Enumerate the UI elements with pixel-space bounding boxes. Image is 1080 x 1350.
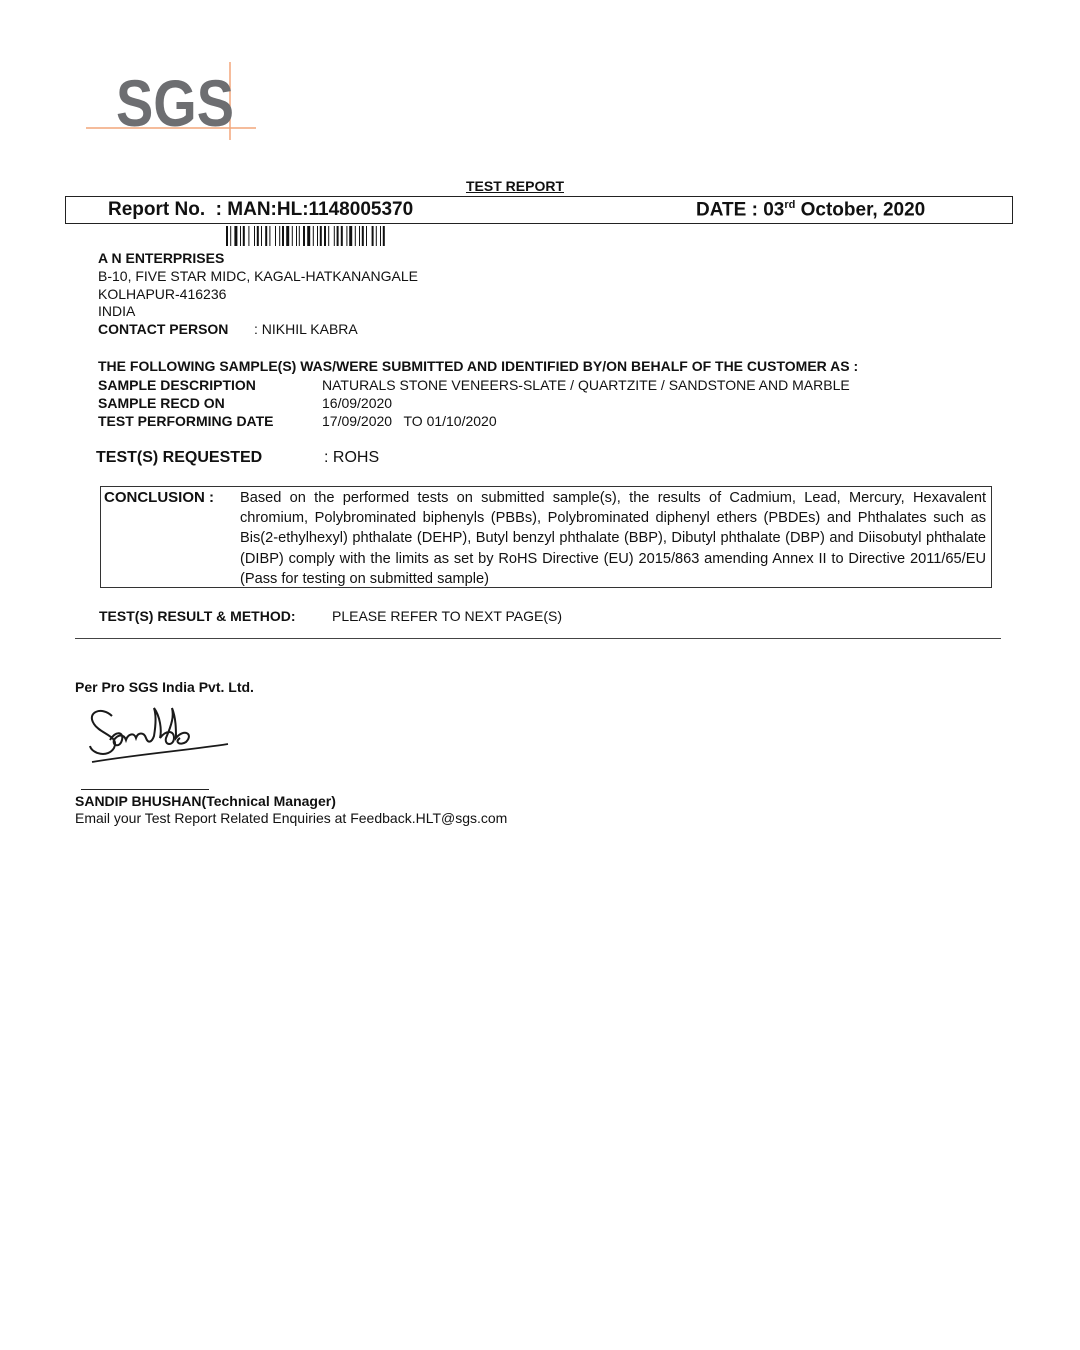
customer-address-line2: KOLHAPUR-416236 [98, 286, 227, 302]
customer-name: A N ENTERPRISES [98, 250, 225, 266]
barcode-bar [355, 226, 356, 246]
barcode-bar [296, 226, 297, 246]
barcode-bar [279, 226, 280, 246]
contact-person-value: : NIKHIL KABRA [254, 321, 358, 337]
result-method-label: TEST(S) RESULT & METHOD: [99, 608, 296, 624]
barcode-bar [243, 226, 245, 246]
section-divider [75, 638, 1001, 639]
barcode-bar [234, 226, 237, 246]
conclusion-label: CONCLUSION : [104, 489, 214, 506]
sample-recd-label: SAMPLE RECD ON [98, 395, 225, 411]
sample-recd-value: 16/09/2020 [322, 395, 393, 411]
test-performing-date-value: 17/09/2020 TO 01/10/2020 [322, 413, 497, 429]
date-prefix: DATE : 03 [696, 199, 785, 221]
barcode-bar [376, 226, 377, 246]
barcode-bar [299, 226, 300, 246]
barcode [226, 226, 442, 246]
date-ordinal: rd [784, 199, 796, 211]
barcode-bar [366, 226, 367, 246]
barcode-bar [372, 226, 374, 246]
barcode-bar [337, 226, 339, 246]
barcode-bar [380, 226, 381, 246]
signer-name: SANDIP BHUSHAN(Technical Manager) [75, 793, 336, 809]
barcode-bar [226, 226, 228, 246]
barcode-bar [265, 226, 267, 246]
barcode-bar [269, 226, 270, 246]
barcode-bar [282, 226, 284, 246]
document-title: TEST REPORT [465, 178, 564, 194]
barcode-bar [292, 226, 293, 246]
contact-person-label: CONTACT PERSON [98, 321, 229, 337]
barcode-bar [341, 226, 343, 246]
barcode-bar [359, 226, 360, 246]
barcode-bar [254, 226, 255, 246]
barcode-bar [334, 226, 335, 246]
tests-requested-label: TEST(S) REQUESTED [96, 449, 263, 466]
customer-country: INDIA [98, 303, 136, 319]
email-note: Email your Test Report Related Enquiries at Feedback.HLT@sgs.com [75, 810, 508, 826]
barcode-bar [328, 226, 329, 246]
sample-description-label: SAMPLE DESCRIPTION [98, 377, 256, 393]
report-number-label: Report No. [108, 199, 206, 220]
signature [80, 692, 250, 772]
logo-text: SGS [116, 66, 234, 140]
barcode-bar [275, 226, 276, 246]
barcode-bar [303, 226, 305, 246]
test-performing-date-label: TEST PERFORMING DATE [98, 413, 274, 429]
report-number-value: : MAN:HL:1148005370 [215, 199, 414, 220]
conclusion-text: Based on the performed tests on submitted sample(s), the results of Cadmium, Lead, Mercury, Hexavalent chromium, Polybrominated biphenyls (PBBs), Polybrominated diphenyl ethers (PBDEs) and Phthalates such as Bis(2-ethylhexyl) phthalate (DEHP), Butyl benzyl phthalate (BBP), Dibutyl phthalate (DBP) and Diisobutyl phthalate (DIBP) comply with the limits as set by RoHS Directive (EU) 2015/863 amending Annex II to Directive 2011/65/EU (Pass for testing on submitted sample) [240, 490, 986, 587]
barcode-bar [349, 226, 352, 246]
barcode-bar [320, 226, 322, 246]
barcode-bar [248, 226, 249, 246]
barcode-bar [261, 226, 262, 246]
per-pro-label: Per Pro SGS India Pvt. Ltd. [75, 679, 254, 695]
barcode-bar [383, 226, 385, 246]
barcode-bar [324, 226, 326, 246]
barcode-bar [307, 226, 310, 246]
barcode-bar [362, 226, 364, 246]
sgs-logo [84, 58, 260, 148]
tests-requested-value: : ROHS [324, 449, 380, 466]
customer-address-line1: B-10, FIVE STAR MIDC, KAGAL-HATKANANGALE [98, 268, 418, 284]
barcode-bar [313, 226, 314, 246]
barcode-bar [346, 226, 347, 246]
report-date [696, 199, 925, 221]
sample-intro: THE FOLLOWING SAMPLE(S) WAS/WERE SUBMITTED AND IDENTIFIED BY/ON BEHALF OF THE CUSTOMER AS : [98, 358, 859, 374]
barcode-bar [257, 226, 259, 246]
sample-description-value: NATURALS STONE VENEERS-SLATE / QUARTZITE / SANDSTONE AND MARBLE [322, 377, 850, 393]
report-number [108, 199, 413, 221]
date-rest: October, 2020 [795, 199, 926, 221]
barcode-bar [317, 226, 318, 246]
result-method-value: PLEASE REFER TO NEXT PAGE(S) [332, 608, 563, 624]
barcode-bar [230, 226, 231, 246]
signature-line [81, 789, 209, 790]
barcode-bar [240, 226, 241, 246]
barcode-bar [286, 226, 289, 246]
